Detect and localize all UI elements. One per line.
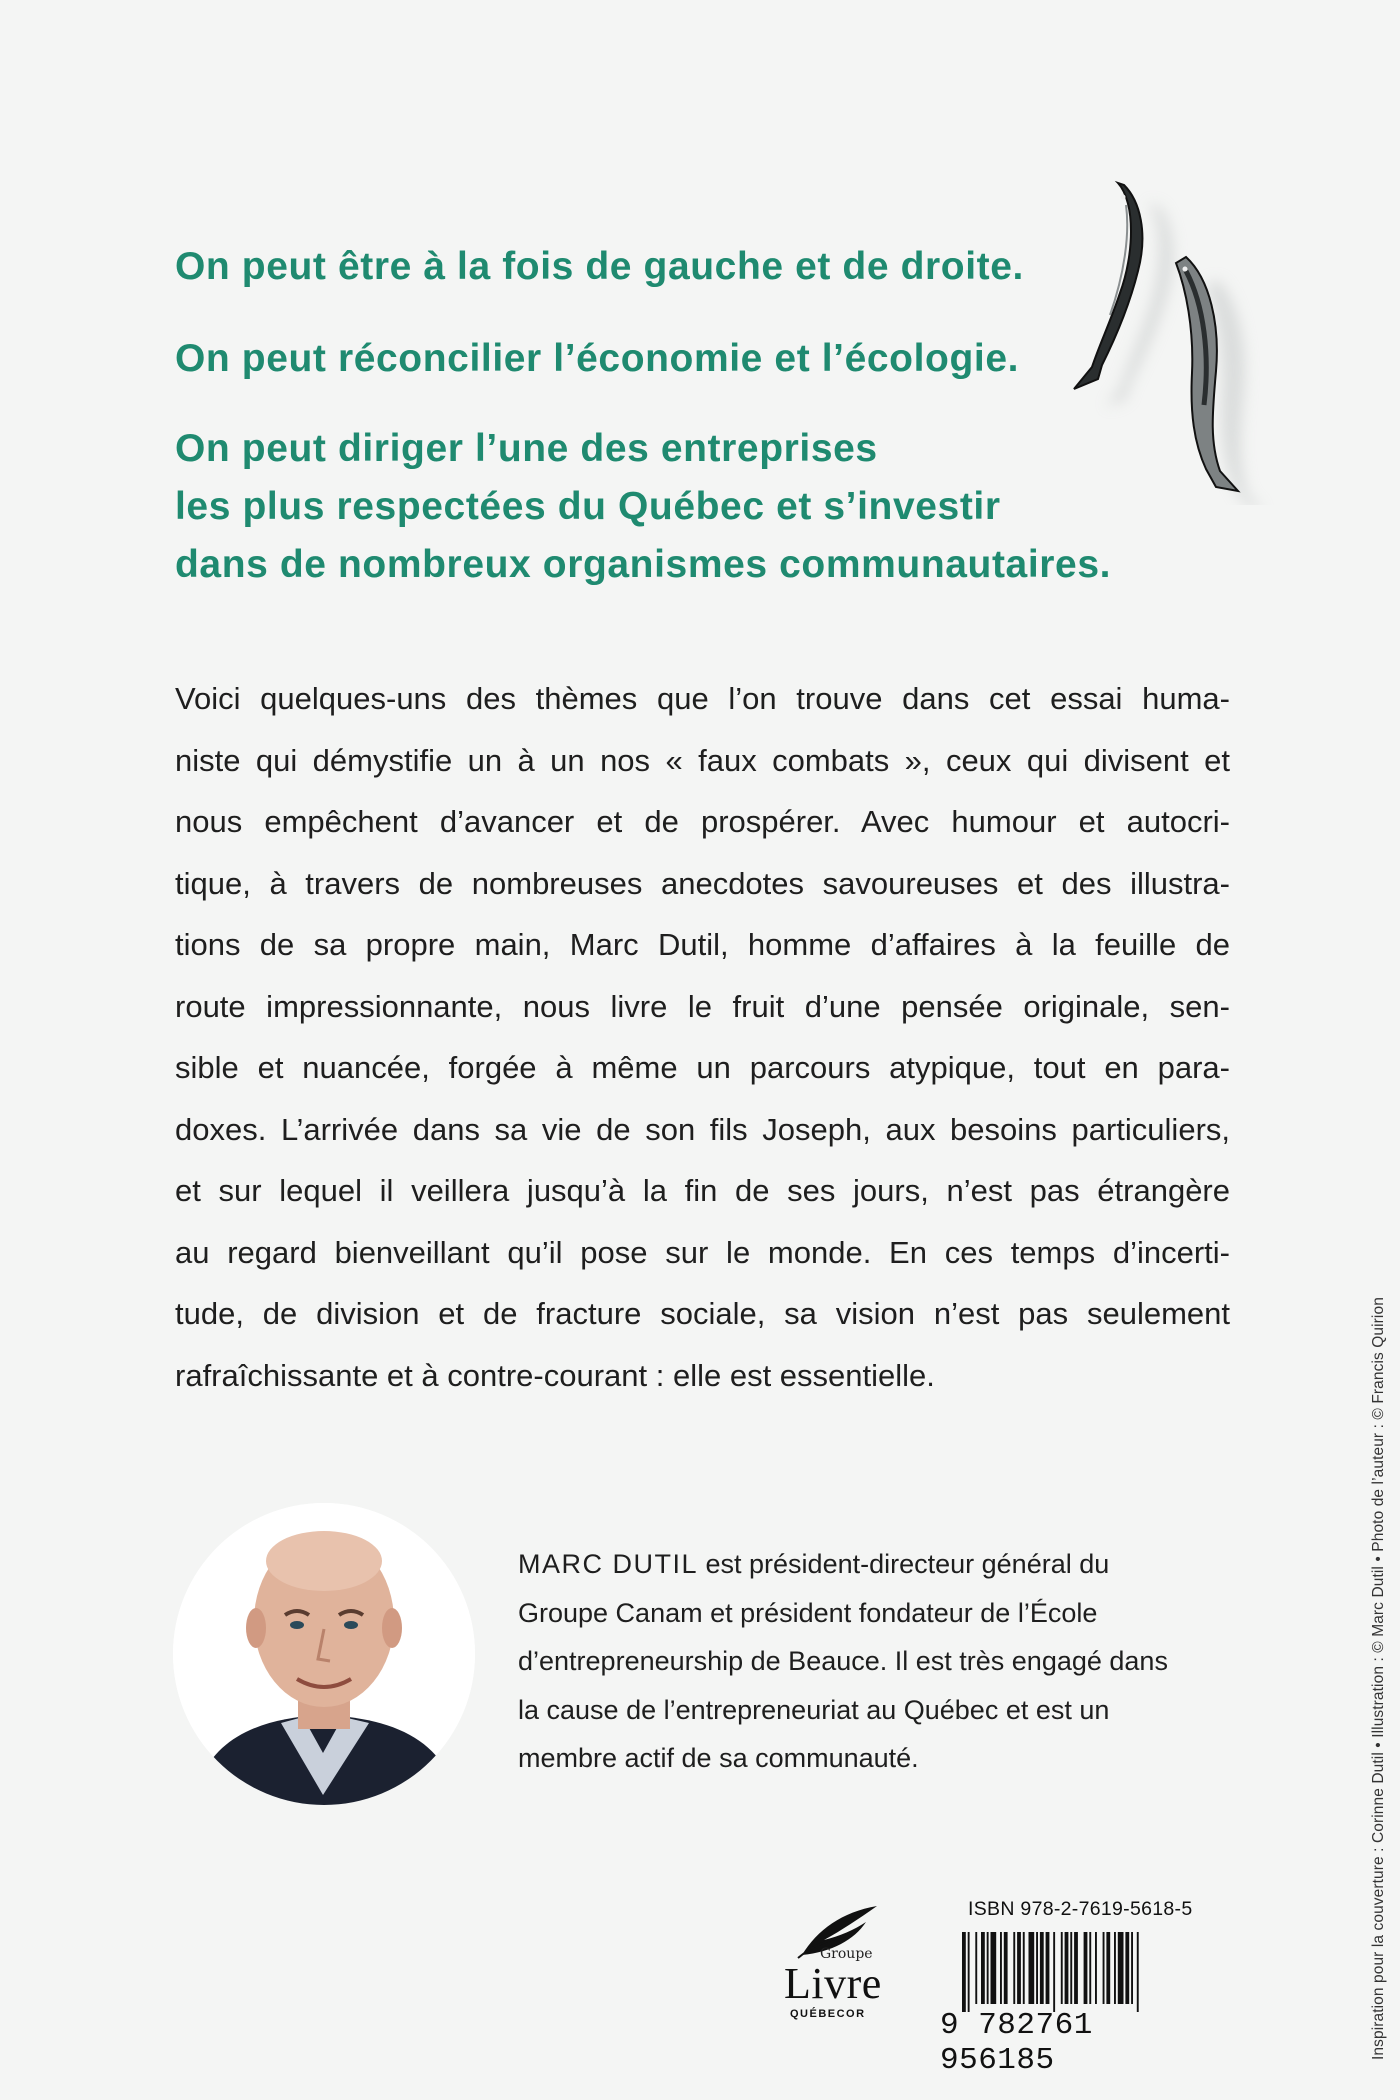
bio-text: est président-directeur général du	[698, 1549, 1110, 1579]
summary-line: route impressionnante, nous livre le fruit d’une pensée originale, sen-	[175, 988, 1230, 1024]
barcode-bar	[962, 1932, 966, 2012]
barcode-bar	[1065, 1932, 1069, 2004]
barcode-bar	[1046, 1932, 1050, 2004]
barcode-bar	[1074, 1932, 1078, 2004]
barcode-bar	[1036, 1932, 1038, 2004]
tagline-2: On peut réconcilier l’économie et l’écologie.	[175, 337, 1020, 380]
author-bio	[518, 1540, 1218, 1783]
barcode-bar	[1070, 1932, 1072, 2004]
barcode-bar	[987, 1932, 989, 2004]
barcode-bar	[1114, 1932, 1116, 2004]
summary-line: sible et nuancée, forgée à même un parcours atypique, tout en para-	[175, 1050, 1230, 1085]
cover-credits: Inspiration pour la couverture : Corinne Dutil • Illustration : © Marc Dutil • Photo de l’auteur : © Francis Quirion	[1370, 1297, 1387, 2060]
logo-quebecor-text: QUÉBECOR	[790, 2008, 866, 2020]
barcode-bar	[1053, 1932, 1055, 2012]
bio-line	[518, 1540, 1218, 1589]
barcode-bar	[1125, 1932, 1129, 2004]
author-name: MARC DUTIL	[518, 1549, 699, 1579]
summary-line: nous empêchent d’avancer et de prospérer. Avec humour et autocri-	[175, 804, 1230, 839]
barcode-bar	[1000, 1932, 1002, 2004]
bio-line: la cause de l’entrepreneuriat au Québec et est un	[518, 1694, 1110, 1725]
summary-text	[175, 668, 1230, 1406]
summary-line: tique, à travers de nombreuses anecdotes savoureuses et des illustra-	[175, 865, 1230, 901]
bio-line: d’entrepreneurship de Beauce. Il est très engagé dans	[518, 1646, 1168, 1676]
fish-illustration	[1060, 175, 1290, 505]
summary-line: tude, de division et de fracture sociale, sa vision n’est pas seulement	[175, 1296, 1230, 1331]
summary-line: et sur lequel il veillera jusqu’à la fin de ses jours, n’est pas étrangère	[175, 1173, 1230, 1208]
tagline-3	[175, 420, 1135, 594]
barcode-bar	[1103, 1932, 1105, 2004]
summary-line: rafraîchissante et à contre-courant : elle est essentielle.	[175, 1357, 935, 1393]
author-photo	[173, 1503, 475, 1805]
bio-line: Groupe Canam et président fondateur de l’École	[518, 1597, 1098, 1628]
logo-livre-text: Livre	[784, 1959, 882, 2008]
barcode-bar	[1095, 1932, 1097, 2004]
barcode-bar	[991, 1932, 997, 2004]
barcode-bar	[1106, 1932, 1110, 2004]
publisher-logo	[762, 1900, 912, 2035]
barcode-bar	[1013, 1932, 1015, 2004]
isbn-label: ISBN 978-2-7619-5618-5	[968, 1898, 1193, 1920]
summary-line: au regard bienveillant qu’il pose sur le monde. En ces temps d’incerti-	[175, 1234, 1230, 1270]
barcode-bar	[968, 1932, 970, 2012]
summary-line: Voici quelques-uns des thèmes que l’on trouve dans cet essai huma-	[175, 681, 1230, 716]
barcode-bar	[1118, 1932, 1124, 2004]
barcode-bar	[1040, 1932, 1044, 2004]
tagline-1: On peut être à la fois de gauche et de droite.	[175, 245, 1024, 288]
tagline-3-line: dans de nombreux organismes communautaires.	[175, 543, 1112, 586]
barcode-bar	[1084, 1932, 1088, 2004]
barcode-bar	[1017, 1932, 1021, 2004]
barcode-icon	[958, 1932, 1198, 2012]
barcode-bar	[1029, 1932, 1035, 2004]
summary-line: tions de sa propre main, Marc Dutil, homme d’affaires à la feuille de	[175, 927, 1230, 962]
logo-groupe-text: Groupe	[820, 1946, 873, 1962]
barcode-bar	[1131, 1932, 1133, 2004]
barcode-bar	[1137, 1932, 1139, 2012]
tagline-3-line: On peut diriger l’une des entreprises	[175, 427, 878, 470]
tagline-3-line: les plus respectées du Québec et s’investir	[175, 485, 1001, 528]
barcode-bar	[1023, 1932, 1025, 2004]
bio-line: membre actif de sa communauté.	[518, 1743, 919, 1773]
barcode-bar	[1061, 1932, 1063, 2004]
summary-line: doxes. L’arrivée dans sa vie de son fils Joseph, aux besoins particuliers,	[175, 1111, 1230, 1147]
summary-line: niste qui démystifie un à un nos « faux combats », ceux qui divisent et	[175, 742, 1230, 778]
barcode-bar	[1004, 1932, 1008, 2004]
barcode-bar	[981, 1932, 985, 2004]
barcode-digits: 9 782761 956185	[940, 2008, 1093, 2078]
author-portrait-icon	[173, 1503, 475, 1805]
barcode-bar	[975, 1932, 977, 2004]
barcode-bar	[1089, 1932, 1091, 2004]
